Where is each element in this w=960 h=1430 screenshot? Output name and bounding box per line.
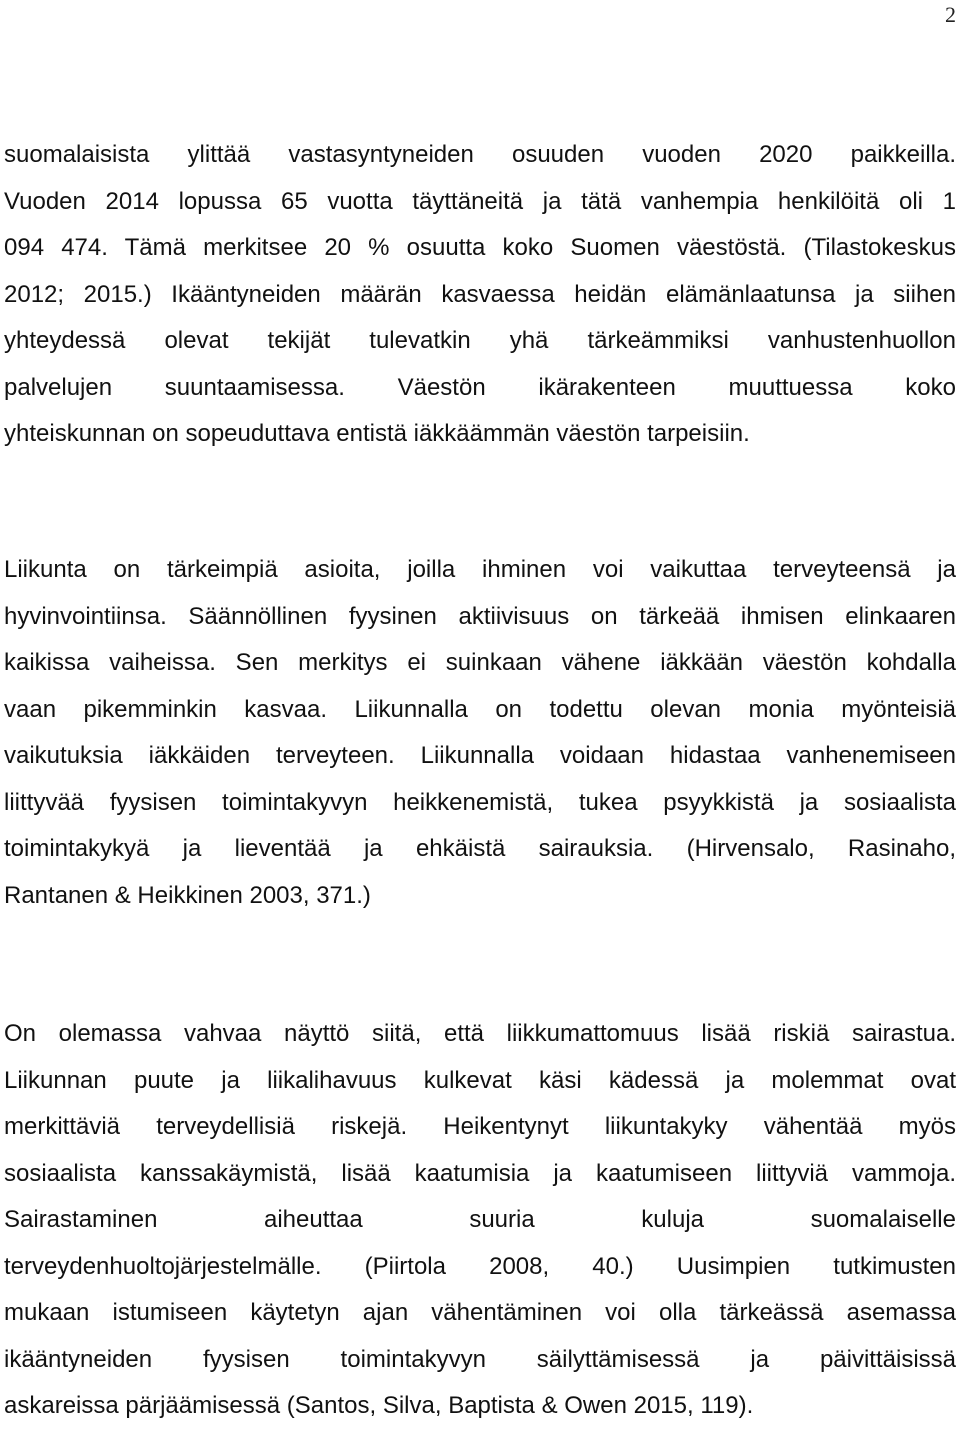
text-line: Sairastaminen aiheuttaa suuria kuluja suomalaiselle <box>4 1206 956 1233</box>
text-line: 094 474. Tämä merkitsee 20 % osuutta koko Suomen väestöstä. (Tilastokeskus <box>4 234 956 261</box>
text-line: sosiaalista kanssakäymistä, lisää kaatumisia ja kaatumiseen liittyviä vammoja. <box>4 1159 956 1187</box>
text-line: yhteydessä olevat tekijät tulevatkin yhä tärkeämmiksi vanhustenhuollon <box>4 327 956 354</box>
text-line: 2012; 2015.) Ikääntyneiden määrän kasvaessa heidän elämänlaatunsa ja siihen <box>4 280 956 308</box>
text-line: Vuoden 2014 lopussa 65 vuotta täyttäneitä ja tätä vanhempia henkilöitä oli 1 <box>4 187 956 215</box>
paragraph-inactivity-risks <box>4 1011 956 1430</box>
text-line: vaan pikemminkin kasvaa. Liikunnalla on todettu olevan monia myönteisiä <box>4 695 956 723</box>
text-line: terveydenhuoltojärjestelmälle. (Piirtola 2008, 40.) Uusimpien tutkimusten <box>4 1252 956 1280</box>
text-line: mukaan istumiseen käytetyn ajan vähentäminen voi olla tärkeässä asemassa <box>4 1299 956 1326</box>
text-line: hyvinvointiinsa. Säännöllinen fyysinen aktiivisuus on tärkeää ihmisen elinkaaren <box>4 602 956 630</box>
paragraph-exercise-wellbeing <box>4 547 956 919</box>
text-line: yhteiskunnan on sopeuduttava entistä iäkkäämmän väestön tarpeisiin. <box>4 420 750 447</box>
text-line: Liikunnan puute ja liikalihavuus kulkevat käsi kädessä ja molemmat ovat <box>4 1066 956 1094</box>
text-line: askareissa pärjäämisessä (Santos, Silva, Baptista & Owen 2015, 119). <box>4 1392 754 1419</box>
text-line: Liikunta on tärkeimpiä asioita, joilla ihminen voi vaikuttaa terveyteensä ja <box>4 556 956 583</box>
text-line: vaikutuksia iäkkäiden terveyteen. Liikunnalla voidaan hidastaa vanhenemiseen <box>4 742 956 769</box>
page-number: 2 <box>945 2 956 27</box>
text-line: ikääntyneiden fyysisen toimintakyvyn säilyttämisessä ja päivittäisissä <box>4 1345 956 1373</box>
text-line: liittyvää fyysisen toimintakyvyn heikkenemistä, tukea psyykkistä ja sosiaalista <box>4 788 956 816</box>
text-line: toimintakykyä ja lieventää ja ehkäistä sairauksia. (Hirvensalo, Rasinaho, <box>4 835 956 862</box>
text-line: merkittäviä terveydellisiä riskejä. Heikentynyt liikuntakyky vähentää myös <box>4 1113 956 1140</box>
text-line: Rantanen & Heikkinen 2003, 371.) <box>4 881 371 909</box>
text-line: kaikissa vaiheissa. Sen merkitys ei suinkaan vähene iäkkään väestön kohdalla <box>4 649 956 676</box>
text-line: suomalaisista ylittää vastasyntyneiden osuuden vuoden 2020 paikkeilla. <box>4 141 956 168</box>
text-line: On olemassa vahvaa näyttö siitä, että liikkumattomuus lisää riskiä sairastua. <box>4 1020 956 1047</box>
text-line: palvelujen suuntaamisessa. Väestön ikärakenteen muuttuessa koko <box>4 373 956 401</box>
paragraph-population-ageing <box>4 132 956 458</box>
